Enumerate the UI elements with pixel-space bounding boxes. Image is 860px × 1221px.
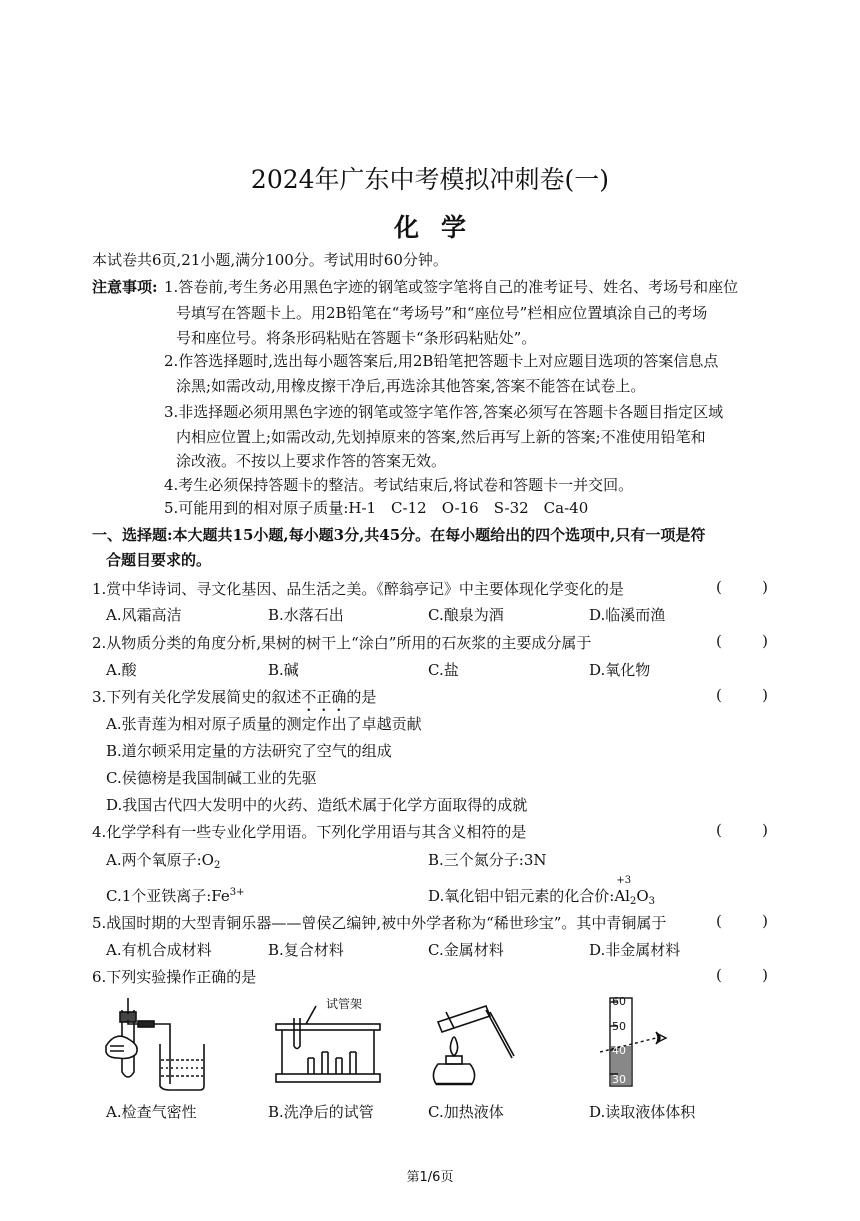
- figure-test-tube-rack: [268, 994, 388, 1094]
- subject-title: 化学: [393, 213, 488, 242]
- q4-option-c: [106, 885, 245, 906]
- q6-option-b: B.洗净后的试管: [268, 1103, 374, 1121]
- notice-line: 号和座位号。将条形码粘贴在答题卡“条形码粘贴处”。: [176, 329, 537, 347]
- figure-heating-liquid: [424, 994, 524, 1094]
- question-3-stem: [92, 686, 376, 715]
- valence-label: +3: [616, 875, 632, 886]
- q1-option-b: B.水落石出: [268, 606, 344, 624]
- notice-line: 号填写在答题卡上。用2B铅笔在“考场号”和“座位号”栏相应位置填涂自己的考场: [176, 304, 708, 322]
- q4-a-subscript: 2: [213, 860, 221, 871]
- notice-line: 1.答卷前,考生务必用黑色字迹的钢笔或签字笔将自己的准考证号、姓名、考场号和座位: [164, 278, 739, 296]
- answer-bracket[interactable]: [716, 821, 768, 839]
- q3-emphasis: 不正确: [301, 688, 347, 706]
- q2-option-b: B.碱: [268, 661, 299, 679]
- q3-option-c: C.侯德榜是我国制碱工业的先驱: [106, 769, 317, 787]
- q4-c-superscript: 3+: [229, 887, 245, 898]
- figure-check-airtightness: [100, 994, 210, 1094]
- o-symbol: O: [636, 887, 649, 905]
- tick-label: 50: [612, 1020, 626, 1033]
- section-heading-cont: 合题目要求的。: [106, 551, 212, 569]
- q3-stem-pre: 3.下列有关化学发展简史的叙述: [92, 688, 302, 706]
- question-6-stem: 6.下列实验操作正确的是: [92, 968, 257, 986]
- answer-bracket[interactable]: [716, 966, 768, 984]
- q2-option-d: D.氧化物: [589, 661, 651, 679]
- q1-option-d: D.临溪而渔: [589, 606, 666, 624]
- q6-option-a: A.检查气密性: [106, 1103, 197, 1121]
- figure-reading-volume: [600, 994, 680, 1088]
- q3-option-d: D.我国古代四大发明中的火药、造纸术属于化学方面取得的成就: [106, 796, 528, 814]
- notice-line: 2.作答选择题时,选出每小题答案后,用2B铅笔把答题卡上对应题目选项的答案信息点: [164, 352, 719, 370]
- exam-title: 2024年广东中考模拟冲刺卷(一): [250, 165, 610, 194]
- answer-bracket[interactable]: [716, 912, 768, 930]
- answer-bracket[interactable]: [716, 632, 768, 650]
- q2-option-a: A.酸: [106, 661, 137, 679]
- tick-label: 40: [612, 1044, 626, 1057]
- q2-option-c: C.盐: [428, 661, 459, 679]
- q4-option-b: B.三个氮分子:3N: [428, 851, 547, 869]
- q3-option-b: B.道尔顿采用定量的方法研究了空气的组成: [106, 742, 392, 760]
- question-4-stem: 4.化学学科有一些专业化学用语。下列化学用语与其含义相符的是: [92, 823, 527, 841]
- tick-label: 30: [612, 1073, 626, 1086]
- q4-option-d: [428, 875, 656, 907]
- q1-option-a: A.风霜高洁: [106, 606, 182, 624]
- al-symbol: Al: [614, 887, 630, 905]
- notice-line: 内相应位置上;如需改动,先划掉原来的答案,然后再写上新的答案;不准使用铅笔和: [176, 428, 706, 446]
- question-5-stem: 5.战国时期的大型青铜乐器——曾侯乙编钟,被中外学者称为“稀世珍宝”。其中青铜属于: [92, 914, 667, 932]
- q1-option-c: C.酿泉为酒: [428, 606, 504, 624]
- question-2-stem: 2.从物质分类的角度分析,果树的树干上“涂白”所用的石灰浆的主要成分属于: [92, 634, 592, 652]
- q4-a-text: A.两个氧原子:O: [106, 851, 214, 869]
- answer-bracket[interactable]: [716, 578, 768, 596]
- q4-d-text: D.氧化铝中铝元素的化合价:: [428, 887, 615, 905]
- notice-line: 5.可能用到的相对原子质量:H-1 C-12 O-16 S-32 Ca-40: [164, 499, 589, 517]
- q5-option-a: A.有机合成材料: [106, 941, 212, 959]
- o-subscript: 3: [648, 896, 656, 907]
- tick-label: 60: [612, 995, 626, 1008]
- notice-label: 注意事项:: [92, 278, 158, 296]
- q3-stem-post: 的是: [346, 688, 377, 706]
- section-heading: 一、选择题:本大题共15小题,每小题3分,共45分。在每小题给出的四个选项中,只有一项是符: [92, 526, 706, 544]
- notice-line: 涂改液。不按以上要求作答的答案无效。: [176, 452, 447, 470]
- q5-option-c: C.金属材料: [428, 941, 504, 959]
- q6-option-c: C.加热液体: [428, 1103, 504, 1121]
- page-number: 第1/6页: [406, 1170, 454, 1185]
- notice-line: 4.考生必须保持答题卡的整洁。考试结束后,将试卷和答题卡一并交回。: [164, 476, 634, 494]
- q6-option-d: D.读取液体体积: [589, 1103, 696, 1121]
- q4-c-text: C.1个亚铁离子:Fe: [106, 887, 230, 905]
- al-subscript: 2: [629, 896, 637, 907]
- rack-label: 试管架: [326, 997, 363, 1011]
- q5-option-b: B.复合材料: [268, 941, 344, 959]
- notice-line: 涂黑;如需改动,用橡皮擦干净后,再选涂其他答案,答案不能答在试卷上。: [176, 377, 646, 395]
- question-1-stem: 1.赏中华诗词、寻文化基因、品生活之美。《醉翁亭记》中主要体现化学变化的是: [92, 580, 624, 598]
- q3-option-a: A.张青莲为相对原子质量的测定作出了卓越贡献: [106, 715, 422, 733]
- q5-option-d: D.非金属材料: [589, 941, 681, 959]
- answer-bracket[interactable]: [716, 686, 768, 704]
- q4-option-a: [106, 849, 220, 871]
- exam-intro: 本试卷共6页,21小题,满分100分。考试用时60分钟。: [92, 251, 448, 269]
- notice-line: 3.非选择题必须用黑色字迹的钢笔或签字笔作答,答案必须写在答题卡各题目指定区域: [164, 403, 724, 421]
